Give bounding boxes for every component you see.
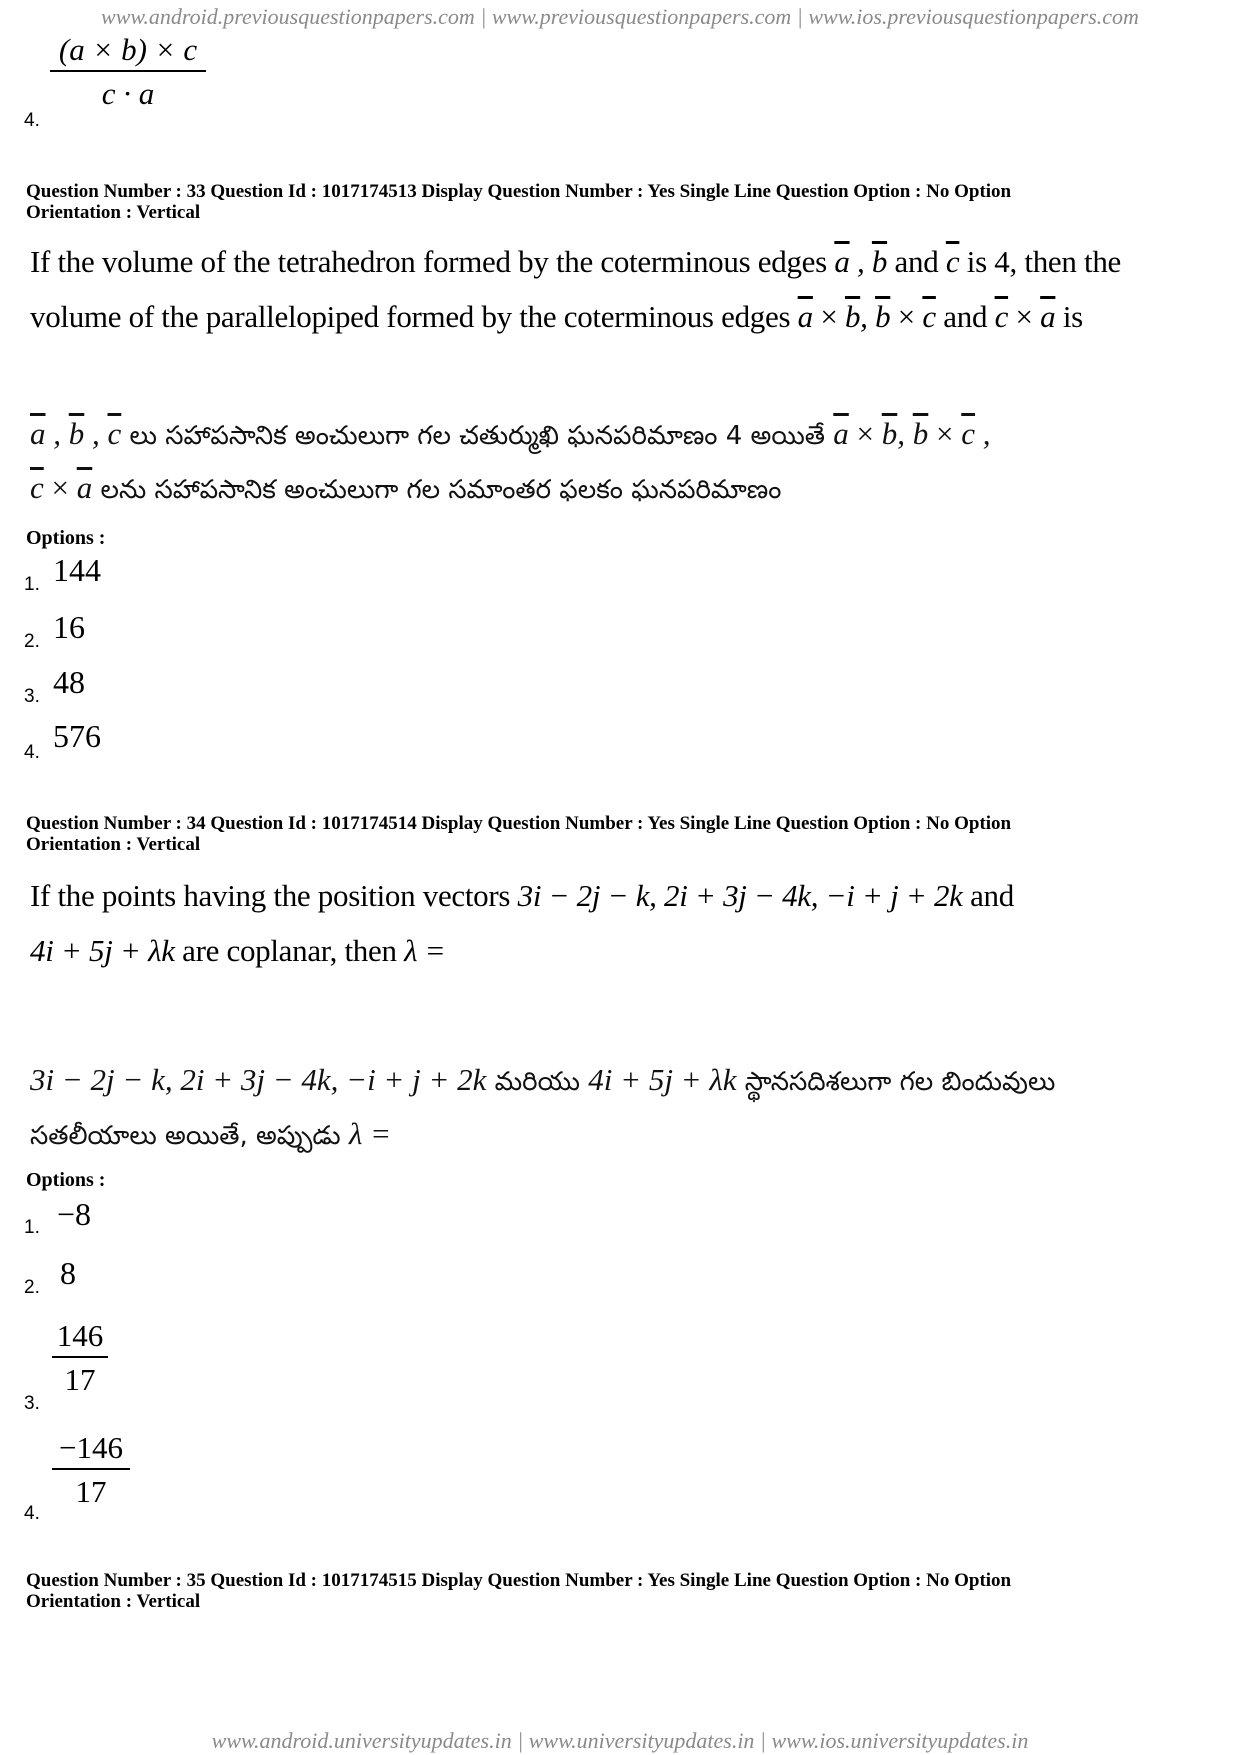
- q33-option-2-number: 2.: [24, 631, 40, 652]
- q33-en-line1: If the volume of the tetrahedron formed by the coterminous edges $\overline{a}$ , $\overline{b}$ and $\overline{c}$ is 4, then the: [30, 244, 1121, 279]
- q34-en-line1: If the points having the position vectors 3i − 2j − k, 2i + 3j − 4k, −i + j + 2k and: [30, 878, 1014, 913]
- q33-telugu-text: [30, 408, 1220, 516]
- prev-option-4-denominator: c · a: [101, 76, 155, 111]
- q33-option-1-value: 144: [53, 552, 101, 588]
- q33-option-4-number: 4.: [24, 742, 40, 763]
- q34-option-2-value: 8: [60, 1255, 76, 1291]
- q34-option-3-numerator: 146: [56, 1318, 104, 1353]
- q34-options-label: Options :: [26, 1169, 106, 1191]
- q33-options-label: Options :: [26, 527, 106, 549]
- q33-option-3-number: 3.: [24, 686, 40, 707]
- q33-en-line2: volume of the parallelopiped formed by the coterminous edges $\overline{a} \times \overline{b}$, $\overline{b} \times \overline{c}$ and $\overline{c} \times \overline{a}$ is: [30, 299, 1083, 334]
- q34-meta-line1: Question Number : 34 Question Id : 1017174514 Display Question Number : Yes Single Line Question Option : No Option: [26, 813, 1012, 834]
- q34-te-line2: సతలీయాలు అయితే, అప్పుడు λ =: [30, 1116, 392, 1151]
- q34-meta-line2: Orientation : Vertical: [26, 834, 201, 855]
- q34-option-3-fraction: [52, 1316, 108, 1402]
- q33-option-1-number: 1.: [24, 574, 40, 595]
- q35-meta: [26, 1570, 1206, 1612]
- q34-te-line1: 3i − 2j − k, 2i + 3j − 4k, −i + j + 2k మరియు 4i + 5j + λk స్థానసదిశలుగా గల బిందువులు: [30, 1062, 1056, 1097]
- q33-option-3-value: 48: [53, 664, 85, 700]
- q33-meta-line2: Orientation : Vertical: [26, 202, 201, 223]
- q34-option-4-denominator: 17: [75, 1474, 107, 1509]
- q34-option-1-value: −8: [57, 1196, 92, 1232]
- q33-te-line2: $\overline{c} \times \overline{a}$ లను సహాపసానిక అంచులుగా గల సమాంతర ఫలకం ఘనపరిమాణం: [30, 470, 782, 505]
- prev-option-4-fraction: [50, 30, 206, 116]
- prev-option-4-number: 4.: [24, 110, 40, 131]
- q33-option-2-value: 16: [53, 609, 85, 645]
- q34-english-text: [30, 868, 1210, 978]
- q35-meta-line1: Question Number : 35 Question Id : 1017174515 Display Question Number : Yes Single Line Question Option : No Option: [26, 1570, 1012, 1591]
- q34-telugu-text: [30, 1054, 1220, 1162]
- q34-option-4-fraction: [52, 1428, 130, 1514]
- q34-option-4-number: 4.: [24, 1503, 40, 1524]
- q34-option-1-number: 1.: [24, 1217, 40, 1238]
- q33-meta-line1: Question Number : 33 Question Id : 1017174513 Display Question Number : Yes Single Line Question Option : No Option: [26, 181, 1012, 202]
- footer-watermark-url: www.android.universityupdates.in | www.universityupdates.in | www.ios.universityupdates.in: [211, 1728, 1029, 1753]
- q34-en-line2: 4i + 5j + λk are coplanar, then λ =: [30, 933, 446, 968]
- q34-option-3-denominator: 17: [64, 1362, 96, 1397]
- q34-option-3-number: 3.: [24, 1393, 40, 1414]
- q34-option-4-numerator: −146: [59, 1430, 123, 1465]
- q33-te-line1: $\overline{a}$ , $\overline{b}$ , $\overline{c}$ లు సహాపసానిక అంచులుగా గల చతుర్ముఖి ఘనపరిమాణం 4 అయితే $\overline{a} \times \overline{b}$, $\overline{b} \times \overline{c}$ ,: [30, 416, 991, 451]
- q33-meta: [26, 181, 1206, 223]
- q34-meta: [26, 813, 1206, 855]
- header-watermark-url: www.android.previousquestionpapers.com | www.previousquestionpapers.com | www.ios.previousquestionpapers.com: [101, 4, 1139, 29]
- q33-english-text: [30, 234, 1210, 344]
- q35-meta-line2: Orientation : Vertical: [26, 1591, 201, 1612]
- q34-option-2-number: 2.: [24, 1277, 40, 1298]
- q33-option-4-value: 576: [53, 718, 101, 754]
- prev-option-4-numerator: (a × b) × c: [58, 32, 198, 67]
